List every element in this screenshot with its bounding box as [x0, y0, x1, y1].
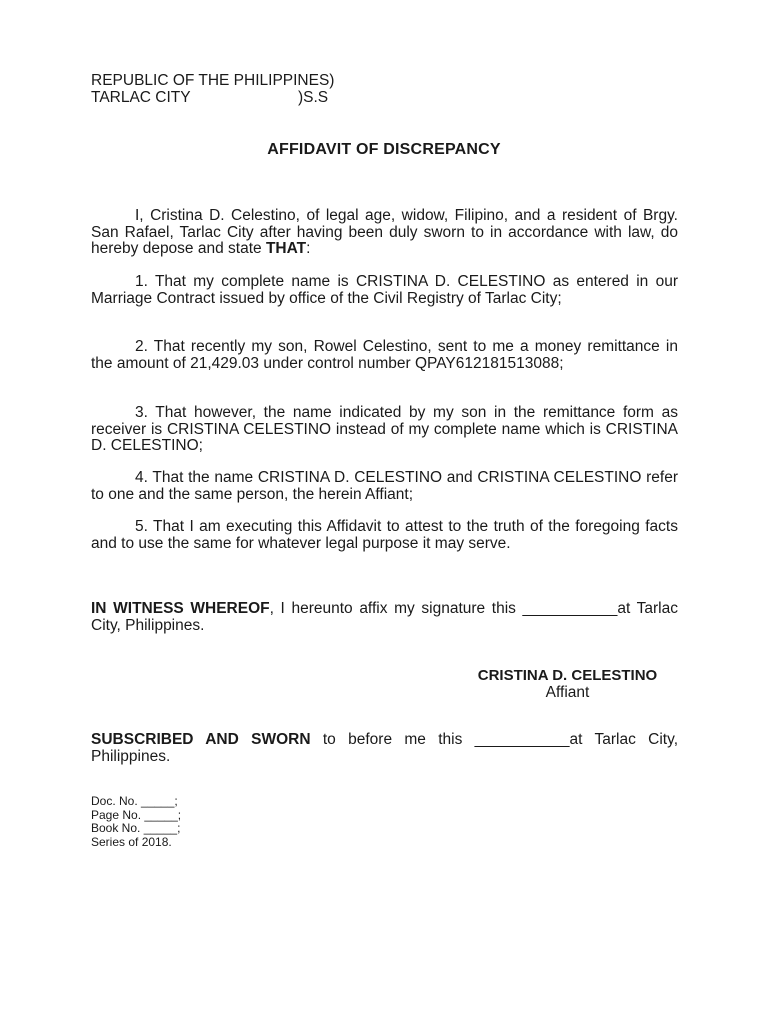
paragraph-4 — [91, 470, 678, 503]
intro-text: I, Cristina D. Celestino, of legal age, widow, Filipino, and a resident of Brgy. San Rafael, Tarlac City after having been duly sworn to in accordance with law, do hereby depose and state — [91, 207, 678, 257]
paragraph-5-text: 5. That I am executing this Affidavit to attest to the truth of the foregoing facts and to use the same for whatever legal purpose it may serve. — [91, 518, 678, 552]
witness-emphasis: IN WITNESS WHEREOF — [91, 600, 270, 617]
paragraph-2 — [91, 339, 678, 372]
paragraph-3-text: 3. That however, the name indicated by my son in the remittance form as receiver is CRISTINA CELESTINO instead of my complete name which is CRISTINA D. CELESTINO; — [91, 404, 678, 454]
notarial-register — [91, 795, 181, 849]
paragraph-1 — [91, 274, 678, 307]
jurat-clause — [91, 732, 678, 765]
intro-end: : — [306, 240, 311, 257]
document-title: AFFIDAVIT OF DISCREPANCY — [267, 141, 501, 158]
signature-block — [462, 667, 673, 701]
venue-republic: REPUBLIC OF THE PHILIPPINES) — [91, 72, 335, 89]
intro-paragraph — [91, 208, 678, 258]
paragraph-3 — [91, 405, 678, 455]
book-no: Book No. _____; — [91, 821, 181, 835]
witness-text: , I hereunto affix my signature this ___________at Tarlac City, Philippines. — [91, 600, 678, 634]
page-no: Page No. _____; — [91, 807, 182, 822]
intro-emphasis: THAT — [265, 240, 307, 257]
paragraph-1-text: 1. That my complete name is CRISTINA D. CELESTINO as entered in our Marriage Contract issued by office of the Civil Registry of Tarlac City; — [91, 273, 678, 307]
paragraph-4-text: 4. That the name CRISTINA D. CELESTINO and CRISTINA CELESTINO refer to one and the same person, the herein Affiant; — [91, 469, 678, 503]
witness-clause — [91, 601, 678, 634]
venue-block — [91, 72, 334, 106]
series: Series of 2018. — [91, 834, 172, 849]
paragraph-5 — [91, 519, 678, 552]
jurat-emphasis: SUBSCRIBED AND SWORN — [91, 731, 311, 748]
jurat-text: to before me this ___________at Tarlac City, Philippines. — [91, 731, 678, 765]
affiant-role: Affiant — [545, 684, 590, 701]
venue-city: TARLAC CITY )S.S — [91, 89, 329, 106]
paragraph-2-text: 2. That recently my son, Rowel Celestino, sent to me a money remittance in the amount of 21,429.03 under control number QPAY612181513088; — [91, 338, 678, 372]
affiant-name: CRISTINA D. CELESTINO — [477, 667, 658, 684]
doc-no: Doc. No. _____; — [91, 794, 178, 808]
